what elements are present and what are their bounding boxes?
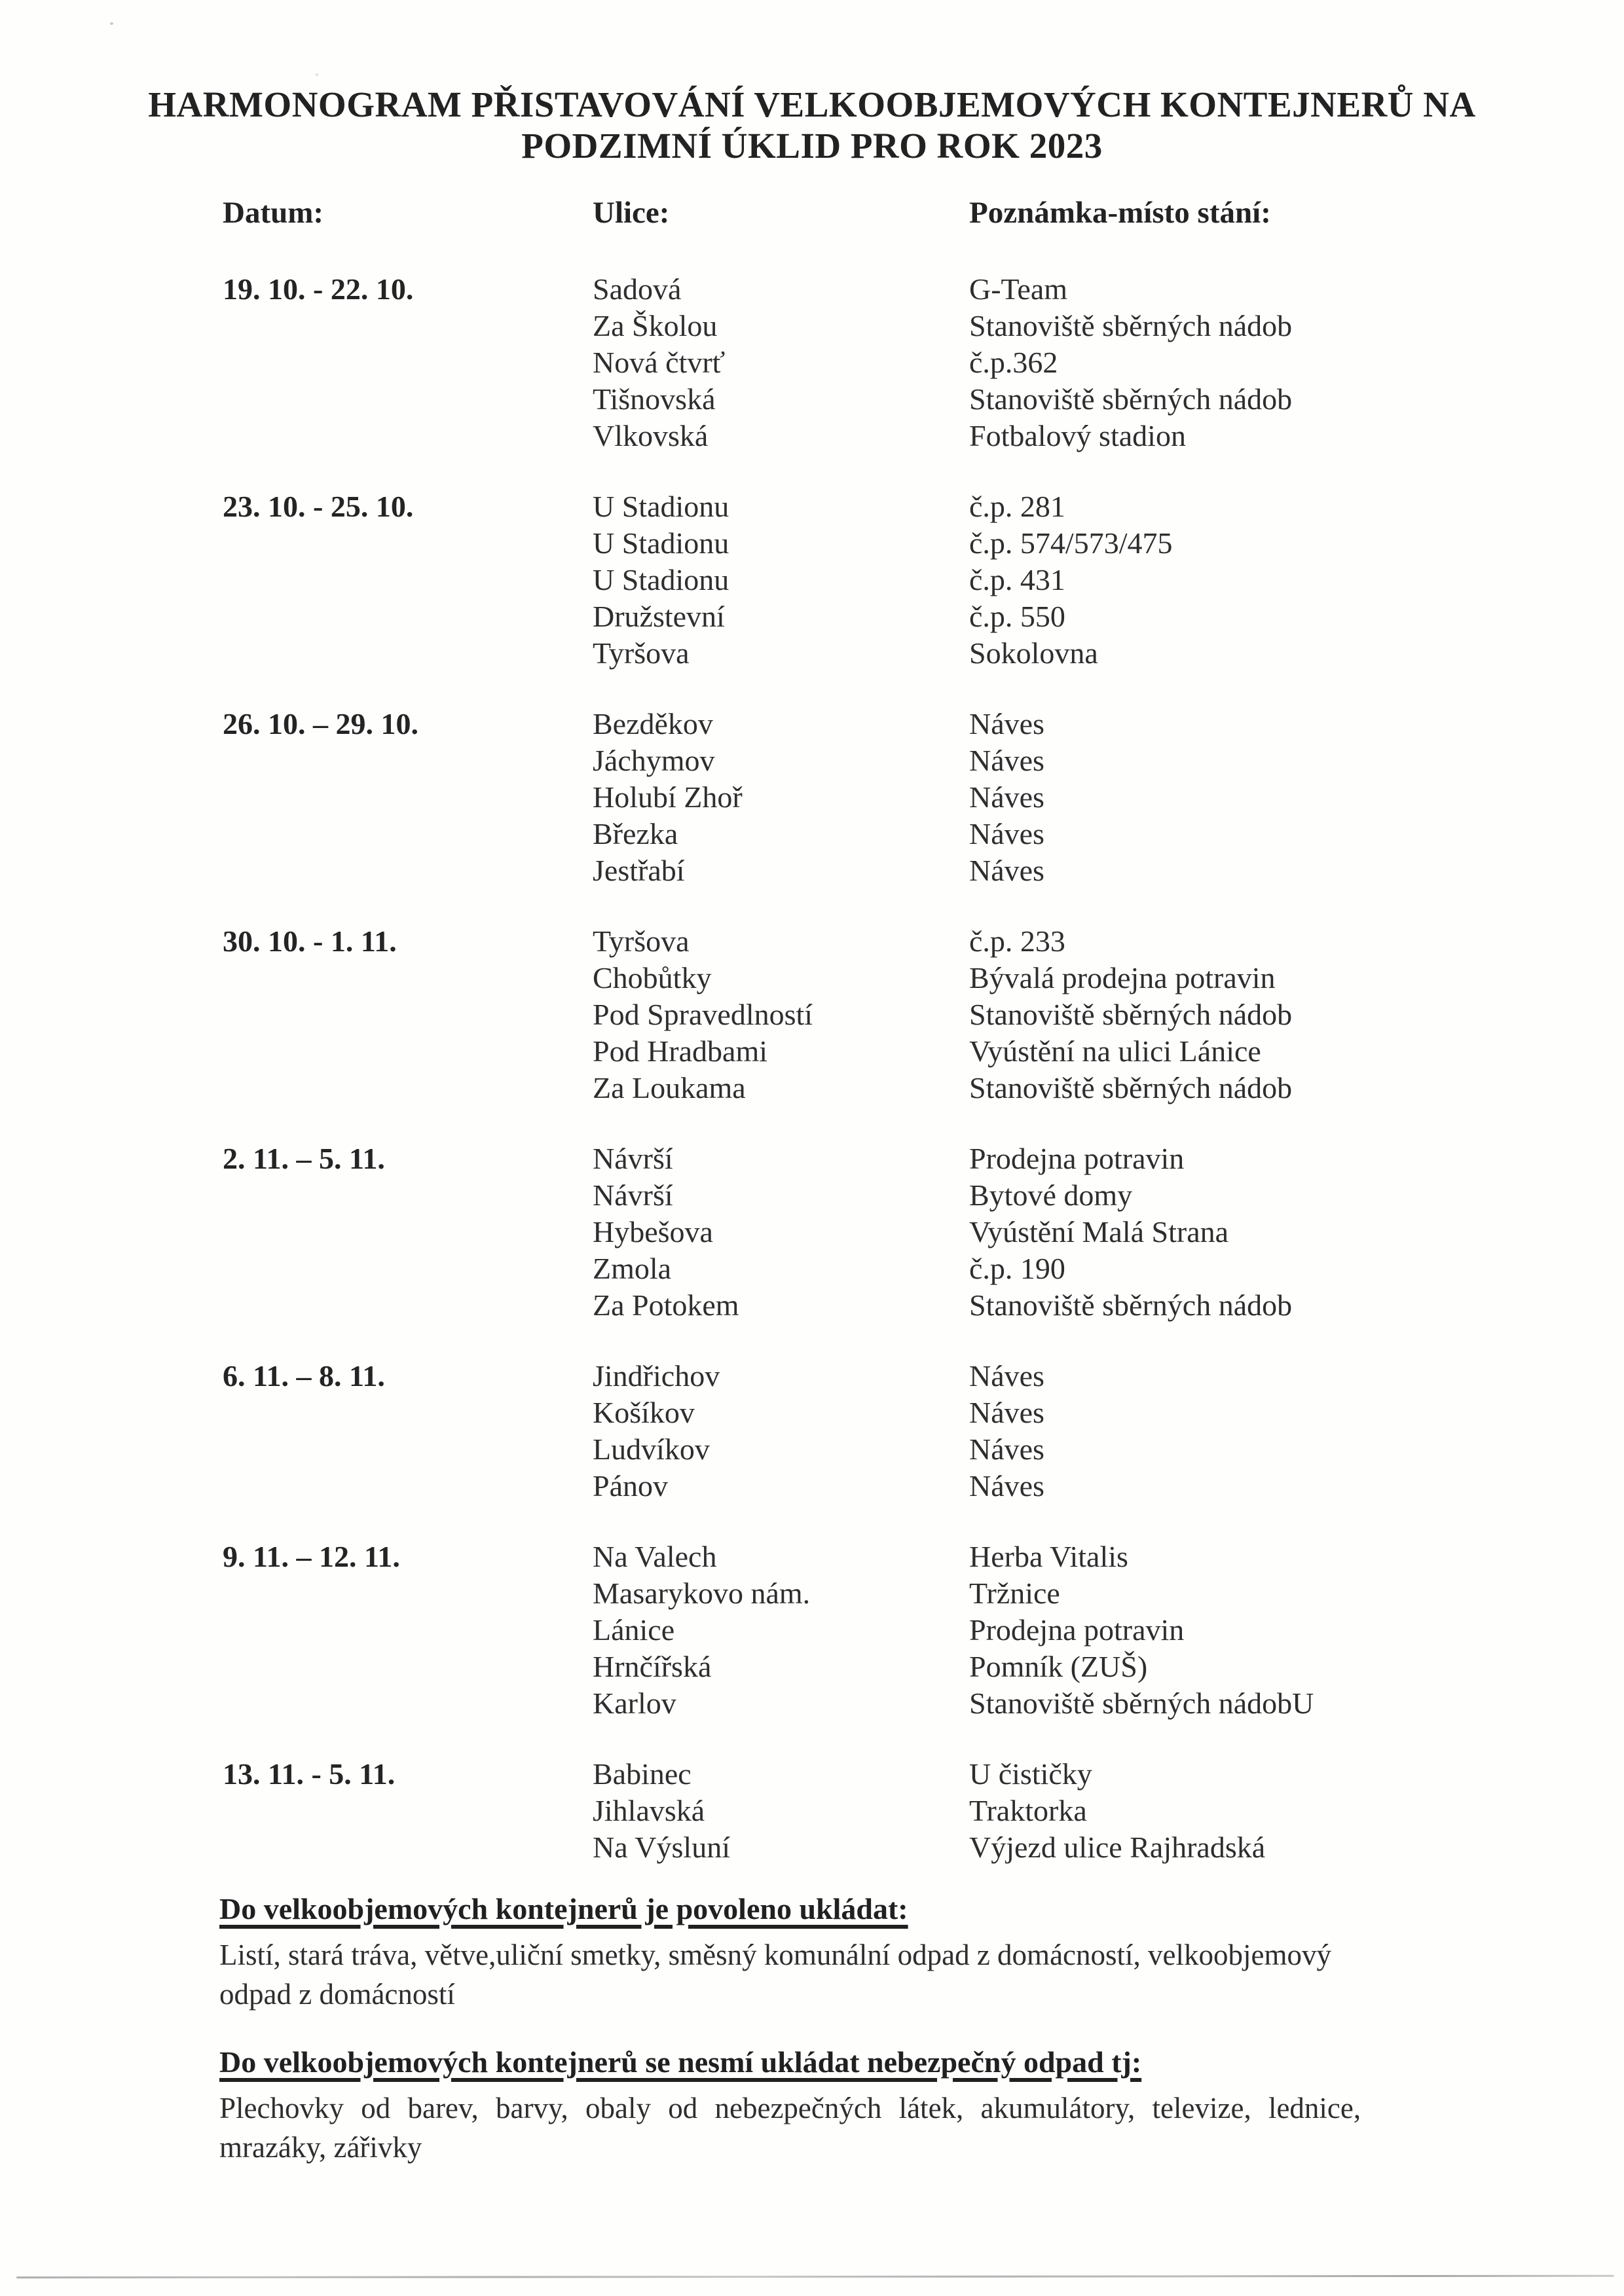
note-cell: Náves: [969, 854, 1044, 887]
street-rows: [593, 488, 1598, 672]
note-cell: Vyústění na ulici Lánice: [969, 1034, 1261, 1068]
street-cell: Chobůtky: [593, 961, 712, 994]
note-cell: č.p. 190: [969, 1252, 1065, 1285]
schedule-row: [593, 1177, 1598, 1214]
street-cell: Tišnovská: [593, 382, 716, 416]
schedule-row: [593, 816, 1598, 852]
note-cell: Tržnice: [969, 1576, 1060, 1610]
schedule-row: [593, 635, 1598, 672]
street-cell: Pod Hradbami: [593, 1034, 768, 1068]
note-cell: č.p. 281: [969, 490, 1065, 523]
note-cell: č.p. 431: [969, 563, 1065, 596]
schedule-row: [593, 852, 1598, 889]
street-rows: [593, 271, 1598, 454]
schedule-row: [593, 308, 1598, 344]
schedule-row: [593, 779, 1598, 816]
note-cell: Herba Vitalis: [969, 1540, 1128, 1573]
forbidden-items-section: [219, 2044, 1418, 2167]
street-cell: Za Loukama: [593, 1071, 746, 1104]
note-cell: č.p. 233: [969, 924, 1065, 958]
note-cell: Náves: [969, 817, 1044, 850]
street-rows: [593, 1539, 1598, 1722]
schedule-row: [593, 742, 1598, 779]
street-rows: [593, 923, 1598, 1106]
schedule-blocks: [223, 271, 1598, 1900]
date-range: 13. 11. - 5. 11.: [223, 1757, 396, 1791]
schedule-row: [593, 706, 1598, 742]
note-cell: Výjezd ulice Rajhradská: [969, 1831, 1266, 1864]
date-range: 26. 10. – 29. 10.: [223, 707, 418, 740]
schedule-block: [223, 1756, 1598, 1866]
date-range: 19. 10. - 22. 10.: [223, 272, 414, 306]
schedule-row: [593, 1431, 1598, 1468]
street-cell: Pod Spravedlností: [593, 998, 813, 1031]
note-cell: Náves: [969, 780, 1044, 814]
street-cell: Jihlavská: [593, 1794, 705, 1827]
date-range: 2. 11. – 5. 11.: [223, 1142, 385, 1175]
street-cell: U Stadionu: [593, 526, 729, 560]
note-cell: č.p.362: [969, 346, 1058, 379]
note-cell: č.p. 550: [969, 600, 1065, 633]
schedule-row: [593, 1140, 1598, 1177]
schedule-row: [593, 1214, 1598, 1250]
schedule-row: [593, 923, 1598, 960]
note-cell: Bývalá prodejna potravin: [969, 961, 1276, 994]
note-cell: Náves: [969, 1396, 1044, 1429]
schedule-row: [593, 1793, 1598, 1829]
note-cell: Stanoviště sběrných nádob: [969, 1071, 1293, 1104]
street-cell: Návrší: [593, 1178, 673, 1212]
note-cell: Stanoviště sběrných nádob: [969, 998, 1293, 1031]
page-title-line2: PODZIMNÍ ÚKLID PRO ROK 2023: [521, 126, 1103, 166]
schedule-row: [593, 1649, 1598, 1685]
note-cell: Sokolovna: [969, 636, 1098, 670]
street-rows: [593, 706, 1598, 889]
schedule-row: [593, 1033, 1598, 1070]
schedule-row: [593, 1829, 1598, 1866]
street-cell: Na Valech: [593, 1540, 717, 1573]
schedule-row: [593, 381, 1598, 418]
street-cell: Jestřabí: [593, 854, 685, 887]
note-cell: Stanoviště sběrných nádobU: [969, 1686, 1314, 1720]
note-cell: Náves: [969, 1432, 1044, 1466]
street-cell: Zmola: [593, 1252, 672, 1285]
schedule-row: [593, 1358, 1598, 1394]
street-cell: Košíkov: [593, 1396, 695, 1429]
schedule-row: [593, 1468, 1598, 1504]
schedule-row: [593, 1756, 1598, 1793]
allowed-items-body: [219, 1935, 1418, 2014]
page-title: [0, 84, 1624, 166]
schedule-row: [593, 1394, 1598, 1431]
forbidden-items-line: Plechovky od barev, barvy, obaly od nebezpečných látek, akumulátory, televize, lednice,: [219, 2092, 1361, 2124]
allowed-items-heading: Do velkoobjemových kontejnerů je povoleno ukládat:: [219, 1892, 908, 1925]
schedule-row: [593, 960, 1598, 996]
schedule-block: [223, 1358, 1598, 1504]
allowed-items-section: [219, 1891, 1418, 2014]
note-cell: Prodejna potravin: [969, 1613, 1185, 1647]
forbidden-items-body: [219, 2088, 1418, 2167]
street-cell: Březka: [593, 817, 678, 850]
scan-speck: [110, 22, 113, 25]
note-cell: G-Team: [969, 272, 1068, 306]
note-cell: Traktorka: [969, 1794, 1087, 1827]
note-cell: Stanoviště sběrných nádob: [969, 382, 1293, 416]
scan-speck: [316, 73, 318, 76]
street-cell: Holubí Zhoř: [593, 780, 743, 814]
schedule-row: [593, 344, 1598, 381]
schedule-row: [593, 1287, 1598, 1324]
forbidden-items-line: mrazáky, zářivky: [219, 2131, 422, 2164]
note-cell: Pomník (ZUŠ): [969, 1650, 1148, 1683]
street-cell: Tyršova: [593, 924, 690, 958]
allowed-items-line: odpad z domácností: [219, 1978, 455, 2011]
note-cell: U čističky: [969, 1757, 1092, 1791]
street-cell: Za Potokem: [593, 1288, 739, 1322]
street-cell: Nová čtvrť: [593, 346, 726, 379]
note-cell: Stanoviště sběrných nádob: [969, 309, 1293, 342]
street-cell: Sadová: [593, 272, 682, 306]
date-range: 23. 10. - 25. 10.: [223, 490, 414, 523]
column-header-poznamka: Poznámka-místo stání:: [969, 196, 1271, 230]
note-cell: Náves: [969, 707, 1044, 740]
schedule-row: [593, 562, 1598, 598]
street-cell: Družstevní: [593, 600, 725, 633]
street-cell: Jáchymov: [593, 744, 715, 777]
street-cell: Za Školou: [593, 309, 718, 342]
note-cell: Bytové domy: [969, 1178, 1133, 1212]
street-cell: Ludvíkov: [593, 1432, 710, 1466]
street-cell: Vlkovská: [593, 419, 709, 452]
schedule-row: [593, 1685, 1598, 1722]
schedule-block: [223, 1539, 1598, 1722]
date-range: 6. 11. – 8. 11.: [223, 1359, 385, 1393]
note-cell: Náves: [969, 1359, 1044, 1393]
schedule-block: [223, 271, 1598, 454]
forbidden-items-heading: Do velkoobjemových kontejnerů se nesmí ukládat nebezpečný odpad tj:: [219, 2045, 1142, 2079]
schedule-row: [593, 418, 1598, 454]
column-header-datum: Datum:: [223, 196, 324, 230]
street-cell: Bezděkov: [593, 707, 713, 740]
street-cell: Návrší: [593, 1142, 673, 1175]
street-cell: Babinec: [593, 1757, 692, 1791]
note-cell: Fotbalový stadion: [969, 419, 1186, 452]
note-cell: Náves: [969, 1469, 1044, 1503]
street-cell: U Stadionu: [593, 563, 729, 596]
note-cell: Stanoviště sběrných nádob: [969, 1288, 1293, 1322]
street-cell: Tyršova: [593, 636, 690, 670]
schedule-block: [223, 923, 1598, 1106]
schedule-row: [593, 488, 1598, 525]
schedule-row: [593, 1070, 1598, 1106]
schedule-row: [593, 525, 1598, 562]
schedule-block: [223, 1140, 1598, 1324]
street-rows: [593, 1756, 1598, 1866]
street-cell: Hybešova: [593, 1215, 713, 1248]
street-cell: Jindřichov: [593, 1359, 720, 1393]
schedule-block: [223, 488, 1598, 672]
page-title-line1: HARMONOGRAM PŘISTAVOVÁNÍ VELKOOBJEMOVÝCH KONTEJNERŮ NA: [148, 84, 1476, 124]
street-cell: Masarykovo nám.: [593, 1576, 811, 1610]
note-cell: Prodejna potravin: [969, 1142, 1185, 1175]
street-cell: Hrnčířská: [593, 1650, 712, 1683]
allowed-items-line: Listí, stará tráva, větve,uliční smetky, směsný komunální odpad z domácností, velkoobjemový: [219, 1939, 1331, 1971]
schedule-row: [593, 1250, 1598, 1287]
schedule-row: [593, 1575, 1598, 1612]
schedule-row: [593, 1612, 1598, 1649]
street-cell: Karlov: [593, 1686, 676, 1720]
schedule-block: [223, 706, 1598, 889]
street-rows: [593, 1358, 1598, 1504]
schedule-row: [593, 598, 1598, 635]
street-cell: U Stadionu: [593, 490, 729, 523]
schedule-row: [593, 271, 1598, 308]
date-range: 9. 11. – 12. 11.: [223, 1540, 400, 1573]
scan-edge-line: [16, 2275, 1614, 2279]
column-header-ulice: Ulice:: [593, 196, 670, 230]
street-cell: Lánice: [593, 1613, 675, 1647]
schedule-row: [593, 1539, 1598, 1575]
column-headers: [223, 195, 1598, 230]
street-cell: Pánov: [593, 1469, 668, 1503]
note-cell: Náves: [969, 744, 1044, 777]
schedule-row: [593, 996, 1598, 1033]
date-range: 30. 10. - 1. 11.: [223, 924, 397, 958]
street-cell: Na Výsluní: [593, 1831, 730, 1864]
street-rows: [593, 1140, 1598, 1324]
note-cell: Vyústění Malá Strana: [969, 1215, 1229, 1248]
note-cell: č.p. 574/573/475: [969, 526, 1173, 560]
